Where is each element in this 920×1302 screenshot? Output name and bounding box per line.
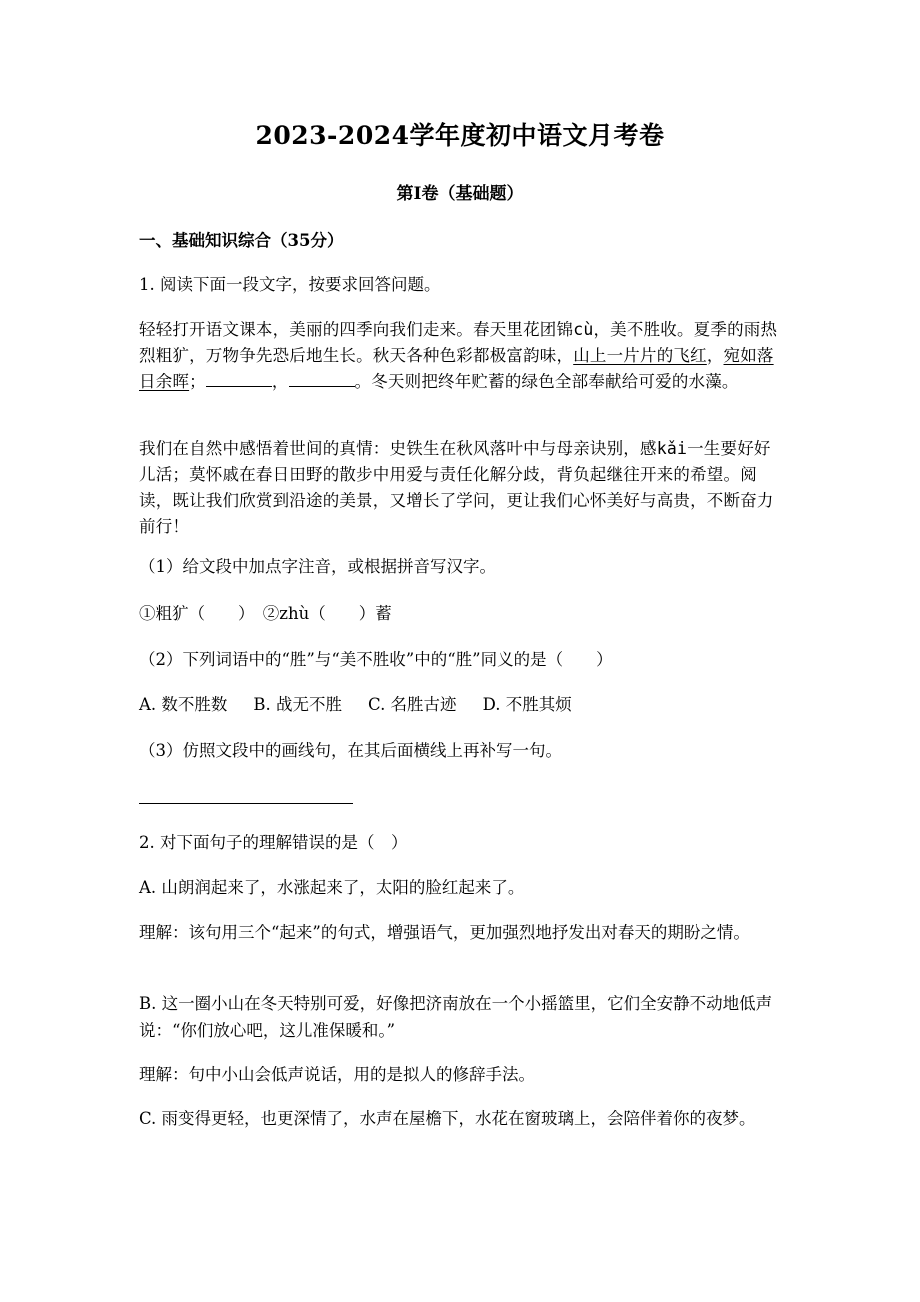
passage-1-text-b: 。冬天则把终年贮蓄的绿色全部奉献给可爱的水藻。 <box>354 372 739 391</box>
question-1-passage-2: 我们在自然中感悟着世间的真情：史铁生在秋风落叶中与母亲诀别，感kǎi一生要好好儿活；莫怀戚在春日田野的散步中用爱与责任化解分歧，背负起继往开来的希望。阅读，既让我们欣赏到沿途的美景，又增长了学问，更让我们心怀美好与高贵，不断奋力前行！ <box>139 439 774 536</box>
page-title: 2023-2024学年度初中语文月考卷 <box>255 121 665 150</box>
passage-1-comma: ， <box>706 346 724 365</box>
option-b[interactable]: B. 战无不胜 <box>253 695 343 714</box>
volume-heading: 第I卷（基础题） <box>396 184 524 204</box>
underlined-sentence-2: 宛如落日余晖 <box>139 346 774 391</box>
underlined-sentence-1: 山上一片片的飞红 <box>573 346 707 365</box>
passage-1-semicolon: ； <box>189 372 206 391</box>
question-2-explain-a: 理解：该句用三个“起来”的句式，增强语气，更加强烈地抒发出对春天的期盼之情。 <box>139 923 750 942</box>
option-a[interactable]: A. 数不胜数 <box>139 695 228 714</box>
sub-question-2: （2）下列词语中的“胜”与“美不胜收”中的“胜”同义的是（ ） <box>139 650 613 669</box>
answer-line[interactable] <box>139 803 353 804</box>
question-2-prompt: 2. 对下面句子的理解错误的是（ ） <box>139 833 408 852</box>
sub-question-2-options <box>139 691 789 719</box>
answer-blank-2[interactable] <box>289 372 355 387</box>
sub-question-1-items: ①粗犷（ ） ②zhù（ ）蓄 <box>139 604 392 623</box>
question-2-option-a: A. 山朗润起来了，水涨起来了，太阳的脸红起来了。 <box>139 878 525 897</box>
question-1-prompt: 1. 阅读下面一段文字，按要求回答问题。 <box>139 275 441 294</box>
question-1-passage-1 <box>139 317 787 395</box>
sub-question-1: （1）给文段中加点字注音，或根据拼音写汉字。 <box>139 557 496 576</box>
option-d[interactable]: D. 不胜其烦 <box>482 695 572 714</box>
passage-1-text-a: 轻轻打开语文课本，美丽的四季向我们走来。春天里花团锦cù，美不胜收。夏季的雨热烈粗犷，万物争先恐后地生长。秋天各种色彩都极富韵味， <box>139 320 778 365</box>
question-2-option-c: C. 雨变得更轻，也更深情了，水声在屋檐下，水花在窗玻璃上，会陪伴着你的夜梦。 <box>139 1109 756 1128</box>
answer-blank-1[interactable] <box>206 372 272 387</box>
sub-question-3: （3）仿照文段中的画线句，在其后面横线上再补写一句。 <box>139 741 562 760</box>
passage-1-separator: ， <box>271 372 289 391</box>
question-2-option-b: B. 这一圈小山在冬天特别可爱，好像把济南放在一个小摇篮里，它们全安静不动地低声说：“你们放心吧，这儿准保暖和。” <box>139 994 773 1040</box>
question-2-explain-b: 理解：句中小山会低声说话，用的是拟人的修辞手法。 <box>139 1065 535 1084</box>
section-heading: 一、基础知识综合（35分） <box>139 231 344 250</box>
option-c[interactable]: C. 名胜古迹 <box>368 695 457 714</box>
